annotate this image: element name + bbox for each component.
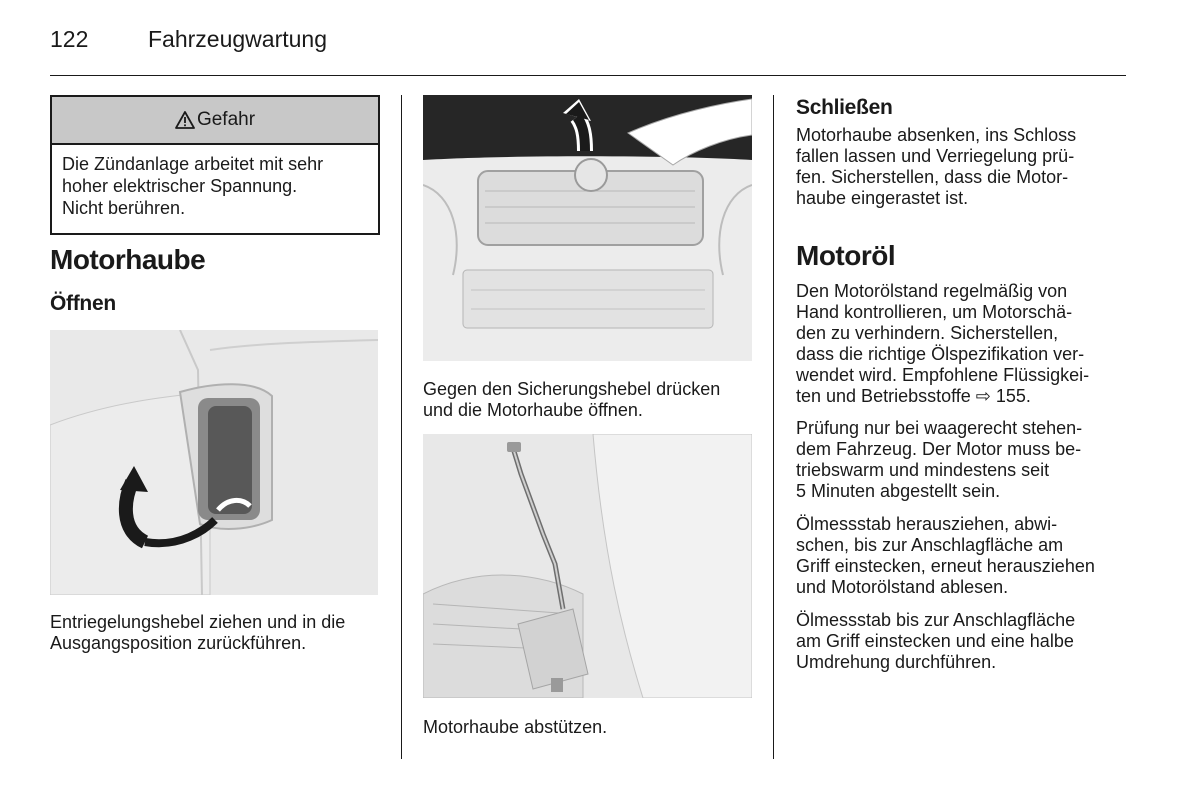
text-line: schen, bis zur Anschlagfläche am [796, 535, 1064, 555]
danger-text [52, 145, 378, 227]
danger-box [50, 95, 380, 235]
text-line: am Griff einstecken und eine halbe [796, 631, 1074, 651]
text-line: und die Motorhaube öffnen. [423, 400, 643, 420]
chapter-title: Fahrzeugwartung [148, 26, 327, 52]
caption-bonnet-stay: Motorhaube abstützen. [423, 717, 608, 737]
text-line: dass die richtige Ölspezifikation ver- [796, 344, 1085, 364]
text-line: ten und Betriebsstoffe ⇨ 155. [796, 386, 1031, 406]
figure-safety-catch [423, 95, 752, 361]
danger-line: Nicht berühren. [62, 198, 186, 218]
text-line: Hand kontrollieren, um Motorschä- [796, 302, 1073, 322]
text-line: triebswarm und mindestens seit [796, 460, 1050, 480]
figure-bonnet-stay [423, 434, 752, 698]
header-rule [50, 75, 1126, 76]
text-line: Umdrehung durchführen. [796, 652, 997, 672]
danger-header [52, 97, 378, 145]
heading-motorhaube: Motorhaube [50, 244, 206, 275]
text-line: haube eingerastet ist. [796, 188, 969, 208]
text-line: wendet wird. Empfohlene Flüssigkei- [796, 365, 1090, 385]
text-line: 5 Minuten abgestellt sein. [796, 481, 1001, 501]
text-line: Griff einstecken, erneut herausziehen [796, 556, 1095, 576]
text-line: Prüfung nur bei waagerecht stehen- [796, 418, 1083, 438]
figure-release-lever [50, 330, 378, 595]
danger-line: Die Zündanlage arbeitet mit sehr [62, 154, 324, 174]
column-divider-2 [773, 95, 774, 759]
page-number: 122 [50, 26, 89, 52]
text-line: Ausgangsposition zurückführen. [50, 633, 307, 653]
paragraph-motoroel-1 [796, 281, 1089, 407]
paragraph-motoroel-2 [796, 418, 1082, 502]
heading-motoroel: Motoröl [796, 240, 896, 271]
danger-line: hoher elektrischer Spannung. [62, 176, 298, 196]
caption-safety-catch [423, 379, 720, 421]
danger-title: Gefahr [196, 109, 256, 130]
heading-oeffnen: Öffnen [50, 292, 116, 315]
column-divider-1 [401, 95, 402, 759]
text-line: dem Fahrzeug. Der Motor muss be- [796, 439, 1082, 459]
text-line: Motorhaube absenken, ins Schloss [796, 125, 1077, 145]
paragraph-schliessen [796, 125, 1076, 209]
text-line: Gegen den Sicherungshebel drücken [423, 379, 721, 399]
text-line: fen. Sicherstellen, dass die Motor- [796, 167, 1069, 187]
text-line: fallen lassen und Verriegelung prü- [796, 146, 1075, 166]
caption-release-lever [50, 612, 345, 654]
heading-schliessen: Schließen [796, 96, 893, 119]
warning-triangle-icon [175, 111, 195, 129]
paragraph-motoroel-3 [796, 514, 1095, 598]
text-line: Ölmessstab bis zur Anschlagfläche [796, 610, 1076, 630]
text-line: Entriegelungshebel ziehen und in die [50, 612, 346, 632]
paragraph-motoroel-4 [796, 610, 1075, 673]
text-line: und Motorölstand ablesen. [796, 577, 1009, 597]
text-line: den zu verhindern. Sicherstellen, [796, 323, 1059, 343]
text-line: Ölmessstab herausziehen, abwi- [796, 514, 1058, 534]
text-line: Den Motorölstand regelmäßig von [796, 281, 1068, 301]
